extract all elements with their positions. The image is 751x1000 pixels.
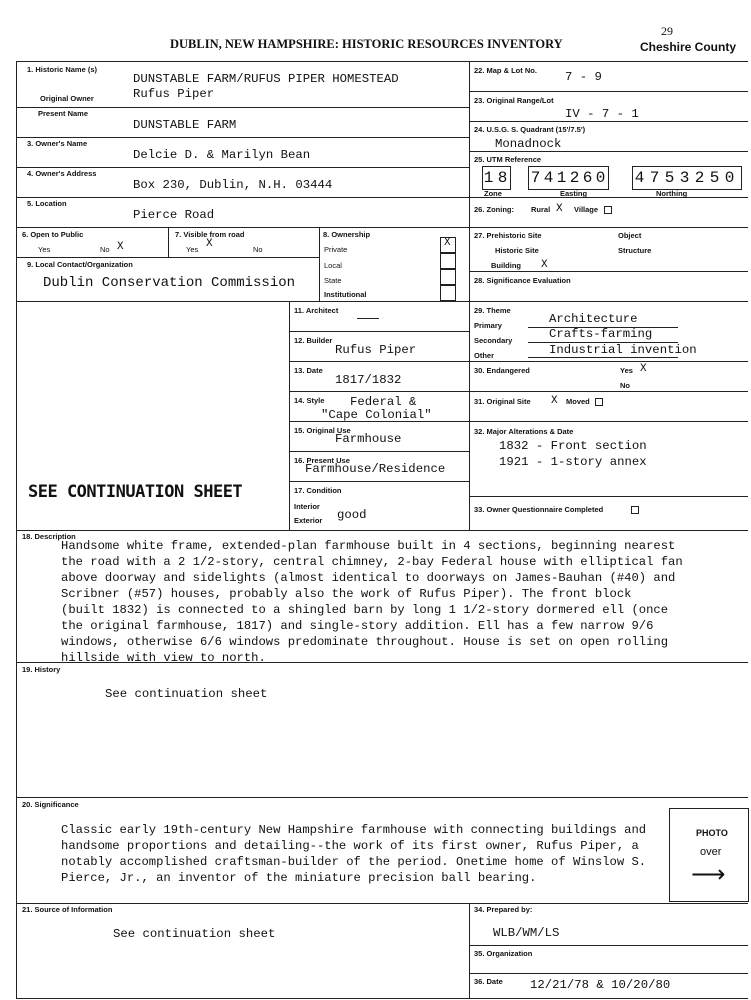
- theme-label: 29. Theme: [474, 306, 511, 315]
- county-label: Cheshire County: [640, 40, 737, 54]
- owner-questionnaire-checkbox[interactable]: [631, 506, 639, 514]
- utm-northing-digit: 3: [679, 169, 690, 187]
- alteration-line-1: 1832 - Front section: [499, 439, 647, 453]
- utm-northing-digit: 5: [664, 169, 675, 187]
- form-date-value: 12/21/78 & 10/20/80: [530, 978, 671, 992]
- zoning-village: Village: [574, 205, 599, 214]
- utm-easting-digit: 6: [582, 169, 593, 187]
- visible-no: No: [253, 245, 263, 254]
- photo-label: PHOTO: [696, 828, 728, 838]
- visible-from-road-label: 7. Visible from road: [175, 230, 245, 239]
- location-label: 5. Location: [27, 199, 67, 208]
- alteration-line-2: 1921 - 1-story annex: [499, 455, 647, 469]
- style-value-line1: Federal &: [350, 395, 417, 409]
- utm-easting-digit: 7: [530, 169, 541, 187]
- condition-label: 17. Condition: [294, 486, 342, 495]
- ownership-private: Private: [324, 245, 348, 254]
- history-value: See continuation sheet: [105, 687, 268, 701]
- significance-line: handsome proportions and detailing--the work of its first owner, Rufus Piper, a: [61, 839, 639, 853]
- builder-value: Rufus Piper: [335, 343, 417, 357]
- description-line: Handsome white frame, extended-plan farmhouse built in 4 sections, beginning nearest: [61, 539, 676, 553]
- theme-underline: [528, 342, 678, 343]
- historic-name-value: DUNSTABLE FARM/RUFUS PIPER HOMESTEAD: [133, 72, 399, 86]
- prehistoric-site-label: 27. Prehistoric Site: [474, 231, 542, 240]
- object-option: Object: [618, 231, 642, 240]
- original-site-mark: X: [551, 395, 558, 407]
- significance-eval-label: 28. Significance Evaluation: [474, 276, 571, 285]
- utm-easting-digit: 1: [556, 169, 567, 187]
- description-line: Scribner (#57) houses, probably also the work of Rufus Piper). The front block: [61, 587, 632, 601]
- organization-label: 35. Organization: [474, 949, 533, 958]
- condition-value: good: [337, 508, 367, 522]
- ownership-local-checkbox[interactable]: [440, 253, 456, 269]
- condition-interior: Interior: [294, 502, 320, 511]
- style-label: 14. Style: [294, 396, 325, 405]
- description-label: 18. Description: [22, 532, 76, 541]
- utm-northing-digit: 0: [724, 169, 735, 187]
- moved-checkbox[interactable]: [595, 398, 603, 406]
- original-range-label: 23. Original Range/Lot: [474, 96, 554, 105]
- utm-northing-digit: 2: [694, 169, 705, 187]
- structure-option: Structure: [618, 246, 652, 255]
- description-line: the original farmhouse, 1817) and single-story addition. Ell has a few narrow 9/6: [61, 619, 654, 633]
- description-line: windows, otherwise 6/6 windows predominate throughout. House is set on open rolling: [61, 635, 669, 649]
- open-public-yes: Yes: [38, 245, 51, 254]
- owners-address-value: Box 230, Dublin, N.H. 03444: [133, 178, 333, 192]
- map-lot-label: 22. Map & Lot No.: [474, 66, 537, 75]
- present-name-label: Present Name: [38, 109, 89, 118]
- description-line: the road with a 2 1/2-story, central chimney, 2-bay Federal house with elliptical fan: [61, 555, 683, 569]
- significance-line: notably accomplished craftsman-builder of the period. Onetime home of Winslow S.: [61, 855, 647, 869]
- owner-questionnaire-label: 33. Owner Questionnaire Completed: [474, 505, 604, 514]
- architect-blank-line: [357, 318, 379, 319]
- building-mark: X: [541, 259, 548, 271]
- utm-easting-caption: Easting: [560, 189, 588, 198]
- visible-yes: Yes: [186, 245, 199, 254]
- description-line: hillside with view to north.: [61, 651, 266, 665]
- form-title: DUBLIN, NEW HAMPSHIRE: HISTORIC RESOURCES INVENTORY: [170, 37, 563, 51]
- building-option: Building: [491, 261, 521, 270]
- open-to-public-label: 6. Open to Public: [22, 230, 84, 239]
- utm-zone-digit: 1: [483, 169, 494, 187]
- utm-northing-digit: 7: [649, 169, 660, 187]
- usgs-quadrant-label: 24. U.S.G. S. Quadrant (15'/7.5'): [474, 125, 586, 134]
- prepared-by-label: 34. Prepared by:: [474, 905, 533, 914]
- form-date-label: 36. Date: [474, 977, 503, 986]
- endangered-mark: X: [640, 363, 647, 375]
- significance-line: Pierce, Jr., an inventor of the miniature precision ball bearing.: [61, 871, 537, 885]
- owners-name-label: 3. Owner's Name: [27, 139, 88, 148]
- usgs-quadrant-value: Monadnock: [495, 137, 562, 151]
- original-use-value: Farmhouse: [335, 432, 402, 446]
- original-use-label: 15. Original Use: [294, 426, 351, 435]
- present-use-value: Farmhouse/Residence: [305, 462, 446, 476]
- theme-secondary: Secondary: [474, 336, 513, 345]
- local-contact-value: Dublin Conservation Commission: [43, 275, 296, 291]
- condition-exterior: Exterior: [294, 516, 323, 525]
- ownership-local: Local: [324, 261, 342, 270]
- style-value-line2: "Cape Colonial": [321, 408, 432, 422]
- open-public-mark: X: [117, 241, 124, 253]
- visible-mark: X: [206, 238, 213, 250]
- zoning-label: 26. Zoning:: [474, 205, 514, 214]
- source-label: 21. Source of Information: [22, 905, 113, 914]
- theme-underline: [528, 357, 678, 358]
- zoning-rural: Rural: [531, 205, 551, 214]
- ownership-institutional: Institutional: [324, 290, 367, 299]
- endangered-no: No: [620, 381, 630, 390]
- ownership-state-checkbox[interactable]: [440, 269, 456, 285]
- utm-zone-digit: 8: [497, 169, 508, 187]
- theme-other-value: Industrial invention: [549, 343, 697, 357]
- builder-label: 12. Builder: [294, 336, 333, 345]
- original-range-value: IV - 7 - 1: [565, 107, 639, 121]
- original-owner-value: Rufus Piper: [133, 87, 215, 101]
- historic-site-option: Historic Site: [495, 246, 539, 255]
- source-value: See continuation sheet: [113, 927, 276, 941]
- zoning-village-checkbox[interactable]: [604, 206, 612, 214]
- date-value: 1817/1832: [335, 373, 402, 387]
- description-line: (built 1832) is connected to a shingled barn by long 1 1/2-story dormered ell (once: [61, 603, 669, 617]
- map-lot-value: 7 - 9: [565, 70, 602, 84]
- ownership-label: 8. Ownership: [323, 230, 371, 239]
- location-value: Pierce Road: [133, 208, 215, 222]
- theme-primary: Primary: [474, 321, 502, 330]
- significance-label: 20. Significance: [22, 800, 79, 809]
- zoning-rural-mark: X: [556, 203, 563, 215]
- utm-northing-digit: 4: [634, 169, 645, 187]
- historic-name-label: 1. Historic Name (s): [27, 65, 98, 74]
- endangered-yes: Yes: [620, 366, 633, 375]
- significance-line: Classic early 19th-century New Hampshire farmhouse with connecting buildings and: [61, 823, 647, 837]
- arrow-right-icon: ⟶: [691, 860, 726, 888]
- description-line: above doorway and sidelights (almost identical to doorways on James-Bauhan (#40) and: [61, 571, 676, 585]
- moved-option: Moved: [566, 397, 590, 406]
- endangered-label: 30. Endangered: [474, 366, 530, 375]
- local-contact-label: 9. Local Contact/Organization: [27, 260, 133, 269]
- utm-northing-caption: Northing: [656, 189, 688, 198]
- continuation-sheet-stamp: SEE CONTINUATION SHEET: [28, 482, 243, 502]
- utm-easting-digit: 4: [543, 169, 554, 187]
- theme-primary-value: Architecture: [549, 312, 638, 326]
- original-owner-label: Original Owner: [40, 94, 94, 103]
- theme-other: Other: [474, 351, 495, 360]
- owners-name-value: Delcie D. & Marilyn Bean: [133, 148, 311, 162]
- utm-easting-digit: 2: [569, 169, 580, 187]
- present-name-value: DUNSTABLE FARM: [133, 118, 237, 132]
- utm-easting-digit: 0: [595, 169, 606, 187]
- photo-over-label: over: [700, 846, 722, 858]
- present-use-label: 16. Present Use: [294, 456, 350, 465]
- open-public-no: No: [100, 245, 110, 254]
- ownership-institutional-checkbox[interactable]: [440, 285, 456, 301]
- page-number: 29: [661, 24, 673, 38]
- history-label: 19. History: [22, 665, 61, 674]
- utm-zone-caption: Zone: [484, 189, 502, 198]
- owners-address-label: 4. Owner's Address: [27, 169, 97, 178]
- date-label: 13. Date: [294, 366, 323, 375]
- utm-northing-digit: 5: [709, 169, 720, 187]
- prepared-by-value: WLB/WM/LS: [493, 926, 560, 940]
- major-alterations-label: 32. Major Alterations & Date: [474, 427, 574, 436]
- theme-underline: [528, 327, 678, 328]
- utm-label: 25. UTM Reference: [474, 155, 542, 164]
- architect-label: 11. Architect: [294, 306, 339, 315]
- ownership-private-mark: X: [444, 237, 451, 249]
- ownership-state: State: [324, 276, 342, 285]
- theme-secondary-value: Crafts-farming: [549, 327, 653, 341]
- original-site-label: 31. Original Site: [474, 397, 531, 406]
